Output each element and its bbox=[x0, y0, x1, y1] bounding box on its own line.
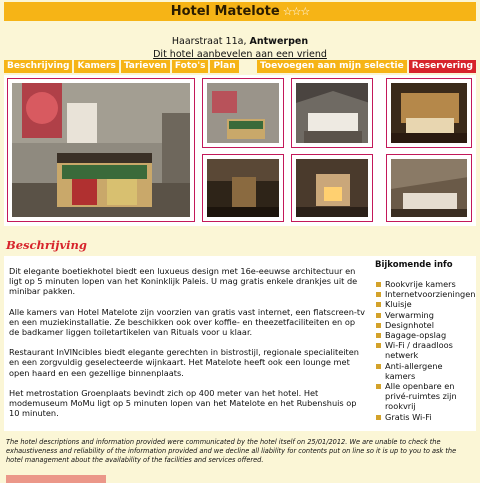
photo-thumbnail-1[interactable] bbox=[202, 78, 284, 148]
photo-thumbnail-3[interactable] bbox=[386, 78, 472, 148]
facility-item: Kluisje bbox=[375, 299, 475, 309]
description-paragraph: Alle kamers van Hotel Matelote zijn voorzien van gratis vast internet, een flatscreen-tv en een muziekinstallatie. Ze beschikken ook over koffie- en theezetfaciliteiten en op de badkamer liggen toiletartikelen van Rituals voor u klaar. bbox=[9, 306, 365, 338]
description-panel bbox=[4, 256, 476, 431]
facility-item: Alle openbare en privé-ruimtes zijn rookvrij bbox=[375, 381, 475, 412]
facility-item: Gratis Wi-Fi bbox=[375, 412, 475, 422]
hotel-description bbox=[9, 266, 365, 428]
facilities-list bbox=[375, 279, 475, 422]
address-city: Antwerpen bbox=[249, 36, 309, 47]
photo-thumbnail-2[interactable] bbox=[291, 78, 373, 148]
facility-item: Wi-Fi / draadloos netwerk bbox=[375, 340, 475, 360]
facility-item: Internetvoorzieningen bbox=[375, 289, 475, 299]
action-tabs bbox=[257, 60, 476, 73]
add-to-selection-button[interactable]: Toevoegen aan mijn selectie bbox=[257, 60, 407, 73]
tab-photos[interactable]: Foto's bbox=[172, 60, 209, 73]
tab-rooms[interactable]: Kamers bbox=[74, 60, 118, 73]
description-paragraph: Het metrostation Groenplaats bevindt zich op 400 meter van het hotel. Het modemuseum MoMu ligt op 5 minuten lopen van het Matelote en het Rubenshuis op 10 minuten. bbox=[9, 387, 357, 419]
tab-description[interactable]: Beschrijving bbox=[4, 60, 72, 73]
address-street: Haarstraat 11a, bbox=[171, 36, 250, 47]
disclaimer-text: The hotel descriptions and information provided were communicated by the hotel itself on 25/01/2012. We are unable to check the exhaustiveness and reliability of the information provided and we decline all liability for contents put on line so it is up to you to ask the hotel management about the availability of the facilities and services offered. bbox=[6, 438, 457, 464]
star-rating-icon: ☆☆☆ bbox=[282, 5, 310, 18]
main-photo-image bbox=[12, 83, 190, 217]
thumbnail-image bbox=[296, 83, 368, 143]
photo-thumbnail-4[interactable] bbox=[202, 154, 284, 222]
section-title-description: Beschrijving bbox=[6, 238, 87, 252]
recommend-to-friend-link[interactable]: Dit hotel aanbevelen aan een vriend bbox=[153, 49, 327, 60]
photo-thumbnail-5[interactable] bbox=[291, 154, 373, 222]
thumbnail-image bbox=[296, 159, 368, 217]
facility-item: Bagage-opslag bbox=[375, 330, 475, 340]
facility-item: Designhotel bbox=[375, 320, 475, 330]
facility-item: Anti-allergene kamers bbox=[375, 361, 475, 381]
facilities-box bbox=[375, 260, 475, 422]
thumbnail-image bbox=[391, 83, 467, 143]
photo-gallery bbox=[4, 75, 476, 226]
description-paragraph: Dit elegante boetiekhotel biedt een luxueus design met 16e-eeuwse architectuur en ligt op 5 minuten lopen van het Koninklijk Paleis. U mag gratis enkele drankjes uit de minibar pakken. bbox=[9, 266, 358, 297]
thumbnail-image bbox=[207, 83, 279, 143]
thumbnail-image bbox=[207, 159, 279, 217]
hotel-title-bar bbox=[4, 2, 476, 21]
photo-thumbnail-6[interactable] bbox=[386, 154, 472, 222]
facilities-title: Bijkomende info bbox=[375, 260, 453, 270]
next-section-heading-cutoff bbox=[6, 475, 106, 483]
thumbnail-image bbox=[391, 159, 467, 217]
facility-item: Verwarming bbox=[375, 310, 475, 320]
tab-rates[interactable]: Tarieven bbox=[121, 60, 170, 73]
main-photo[interactable] bbox=[7, 78, 195, 222]
tab-map[interactable]: Plan bbox=[210, 60, 238, 73]
description-paragraph: Restaurant InVINcibles biedt elegante gerechten in bistrostijl, regionale specialiteiten en een zorgvuldig geselecteerde wijnkaart. Het Matelote heeft ook een lounge met open haard en een gezellige binnenplaats. bbox=[9, 347, 359, 378]
facility-item: Rookvrije kamers bbox=[375, 279, 475, 289]
tab-bar bbox=[4, 60, 239, 73]
hotel-name: Hotel Matelote bbox=[170, 4, 280, 19]
reservation-button[interactable]: Reservering bbox=[409, 60, 476, 73]
hotel-address bbox=[0, 36, 480, 48]
